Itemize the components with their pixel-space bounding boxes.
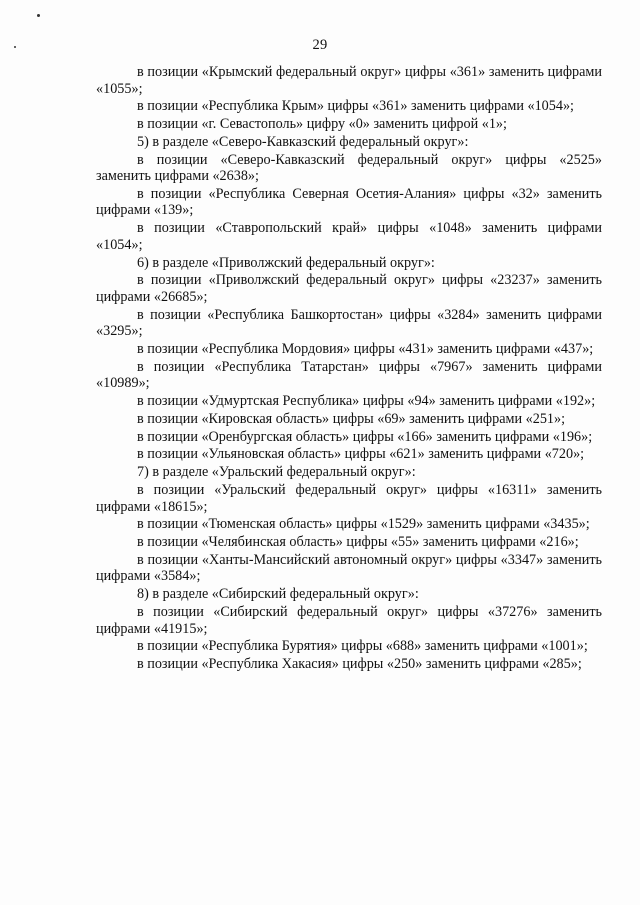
paragraph: в позиции «Ульяновская область» цифры «621» заменить цифрами «720»; (137, 446, 585, 463)
paragraph: в позиции «Уральский федеральный округ» цифры «16311» заменить цифрами «18615»; (96, 482, 602, 515)
paragraph: в позиции «Крымский федеральный округ» цифры «361» заменить цифрами «1055»; (96, 64, 602, 97)
paragraph: в позиции «Кировская область» цифры «69» заменить цифрами «251»; (137, 410, 566, 427)
section-heading: 5) в разделе «Северо-Кавказский федеральный округ»: (137, 133, 469, 150)
scan-speck (37, 14, 40, 17)
section-heading: 8) в разделе «Сибирский федеральный округ»: (137, 586, 419, 603)
paragraph: в позиции «Приволжский федеральный округ» цифры «23237» заменить цифрами «26685»; (96, 272, 602, 305)
section-heading: 7) в разделе «Уральский федеральный округ»: (137, 464, 416, 481)
paragraph: в позиции «Ставропольский край» цифры «1048» заменить цифрами «1054»; (96, 220, 602, 253)
page-number: 29 (312, 37, 328, 53)
paragraph: в позиции «Ханты-Мансийский автономный округ» цифры «3347» заменить цифрами «3584»; (96, 551, 602, 585)
paragraph: в позиции «Сибирский федеральный округ» цифры «37276» заменить цифрами «41915»; (96, 604, 602, 637)
paragraph: в позиции «Республика Татарстан» цифры «7967» заменить цифрами «10989»; (96, 358, 602, 392)
section-heading: 6) в разделе «Приволжский федеральный округ»: (137, 254, 435, 271)
document-body (96, 64, 602, 674)
paragraph: в позиции «г. Севастополь» цифру «0» заменить цифрой «1»; (137, 116, 507, 133)
paragraph: в позиции «Челябинская область» цифры «55» заменить цифрами «216»; (137, 534, 579, 551)
paragraph: в позиции «Оренбургская область» цифры «166» заменить цифрами «196»; (137, 428, 593, 445)
paragraph: в позиции «Северо-Кавказский федеральный округ» цифры «2525» заменить цифрами «2638»; (96, 151, 602, 185)
paragraph: в позиции «Тюменская область» цифры «1529» заменить цифрами «3435»; (137, 516, 590, 533)
paragraph: в позиции «Республика Бурятия» цифры «688» заменить цифрами «1001»; (137, 638, 588, 655)
paragraph: в позиции «Республика Башкортостан» цифры «3284» заменить цифрами «3295»; (96, 306, 602, 340)
paragraph: в позиции «Республика Крым» цифры «361» заменить цифрами «1054»; (137, 98, 574, 115)
paragraph: в позиции «Республика Северная Осетия-Алания» цифры «32» заменить цифрами «139»; (96, 185, 602, 219)
paragraph: в позиции «Республика Мордовия» цифры «431» заменить цифрами «437»; (137, 340, 594, 357)
paragraph: в позиции «Республика Хакасия» цифры «250» заменить цифрами «285»; (137, 656, 582, 673)
paragraph: в позиции «Удмуртская Республика» цифры «94» заменить цифрами «192»; (137, 393, 596, 410)
